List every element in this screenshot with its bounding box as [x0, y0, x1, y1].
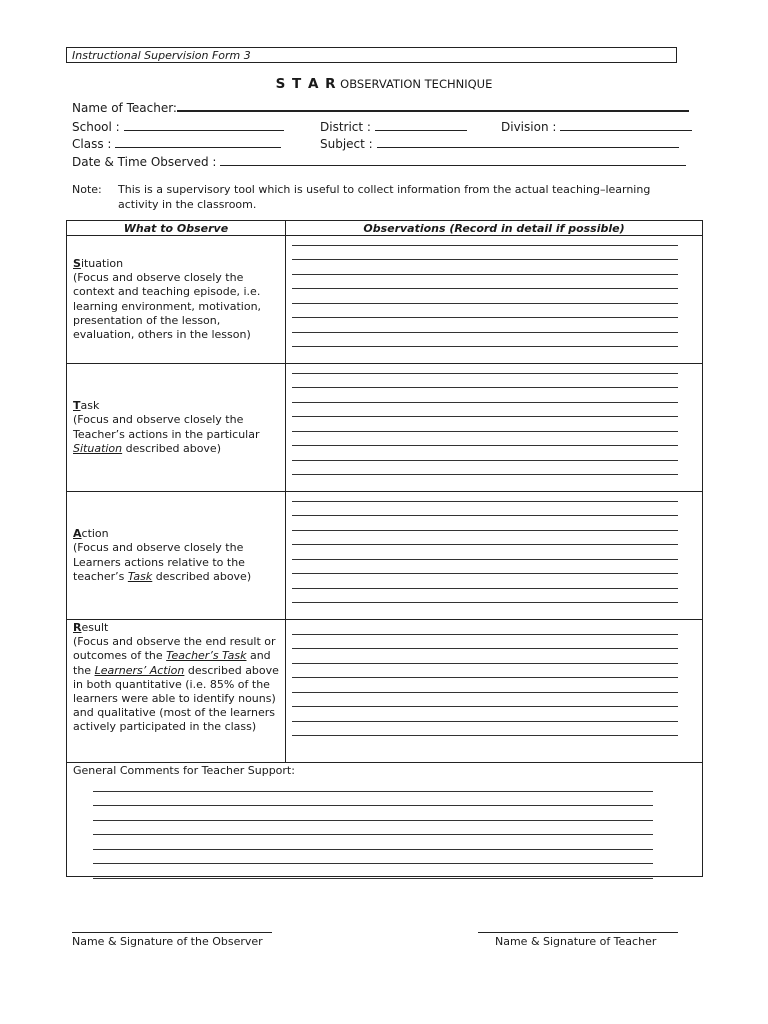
- class-label: Class :: [72, 137, 112, 151]
- table-row: [67, 236, 703, 364]
- teacher-signature-line[interactable]: [478, 932, 678, 933]
- result-description: (Focus and observe the end result or outcomes of the Teacher’s Task and the Learners’ Action described above in both quantitative (i.e. 85% of the learners were able to identify nouns) and qualitative (most of the learners actively participated in the class): [73, 635, 279, 734]
- result-heading: esult: [81, 621, 109, 634]
- date-field[interactable]: [220, 165, 686, 166]
- task-letter: T: [73, 399, 81, 413]
- title-rest: OBSERVATION TECHNIQUE: [336, 77, 493, 91]
- action-cell: [67, 492, 286, 620]
- district-field[interactable]: [375, 130, 467, 131]
- school-field[interactable]: [124, 130, 284, 131]
- teacher-name-field[interactable]: [177, 110, 689, 112]
- observer-signature-label: Name & Signature of the Observer: [72, 935, 263, 948]
- title-acronym: S T A R: [275, 76, 337, 92]
- subject-field[interactable]: [377, 147, 679, 148]
- subject-row: [320, 136, 679, 152]
- action-heading: ction: [81, 527, 109, 541]
- situation-cell: [67, 236, 286, 364]
- date-row: [72, 154, 686, 170]
- division-field[interactable]: [560, 130, 692, 131]
- page-title: [0, 76, 768, 92]
- district-row: [320, 119, 467, 135]
- teacher-name-label: Name of Teacher:: [72, 101, 177, 115]
- general-comments-label: General Comments for Teacher Support:: [73, 764, 295, 777]
- situation-letter: S: [73, 256, 81, 270]
- action-observations[interactable]: [286, 492, 703, 620]
- division-row: [501, 119, 692, 135]
- result-letter: R: [73, 621, 82, 634]
- note-label: Note:: [72, 183, 102, 196]
- class-row: [72, 136, 281, 152]
- task-heading: ask: [80, 399, 100, 413]
- table-row: [67, 620, 703, 763]
- result-cell: [67, 620, 286, 763]
- action-letter: A: [73, 527, 82, 541]
- task-cell: [67, 364, 286, 492]
- col-observations: Observations (Record in detail if possible): [286, 221, 703, 236]
- note-text: This is a supervisory tool which is useful to collect information from the actual teaching–learning activity in the classroom.: [118, 183, 651, 211]
- form-label: Instructional Supervision Form 3: [66, 47, 677, 63]
- teacher-name-row: [72, 100, 689, 116]
- task-observations[interactable]: [286, 364, 703, 492]
- col-what-to-observe: What to Observe: [67, 221, 286, 236]
- table-row: [67, 364, 703, 492]
- table-row: [67, 492, 703, 620]
- school-label: School :: [72, 120, 120, 134]
- action-description: (Focus and observe closely the Learners actions relative to the teacher’s Task described above): [73, 541, 252, 583]
- subject-label: Subject :: [320, 137, 373, 151]
- teacher-signature-label: Name & Signature of Teacher: [495, 935, 657, 948]
- observation-table: [66, 220, 703, 763]
- situation-description: (Focus and observe closely the context and teaching episode, i.e. learning environment, motivation, presentation of the lesson, evaluation, others in the lesson): [73, 271, 262, 341]
- task-description: (Focus and observe closely the Teacher’s actions in the particular Situation described above): [73, 413, 260, 455]
- observer-signature-line[interactable]: [72, 932, 272, 933]
- situation-heading: ituation: [80, 256, 124, 270]
- date-label: Date & Time Observed :: [72, 155, 217, 169]
- school-row: [72, 119, 284, 135]
- result-observations[interactable]: [286, 620, 703, 763]
- division-label: Division :: [501, 120, 557, 134]
- district-label: District :: [320, 120, 371, 134]
- situation-observations[interactable]: [286, 236, 703, 364]
- general-comments-box[interactable]: [66, 763, 703, 877]
- class-field[interactable]: [115, 147, 281, 148]
